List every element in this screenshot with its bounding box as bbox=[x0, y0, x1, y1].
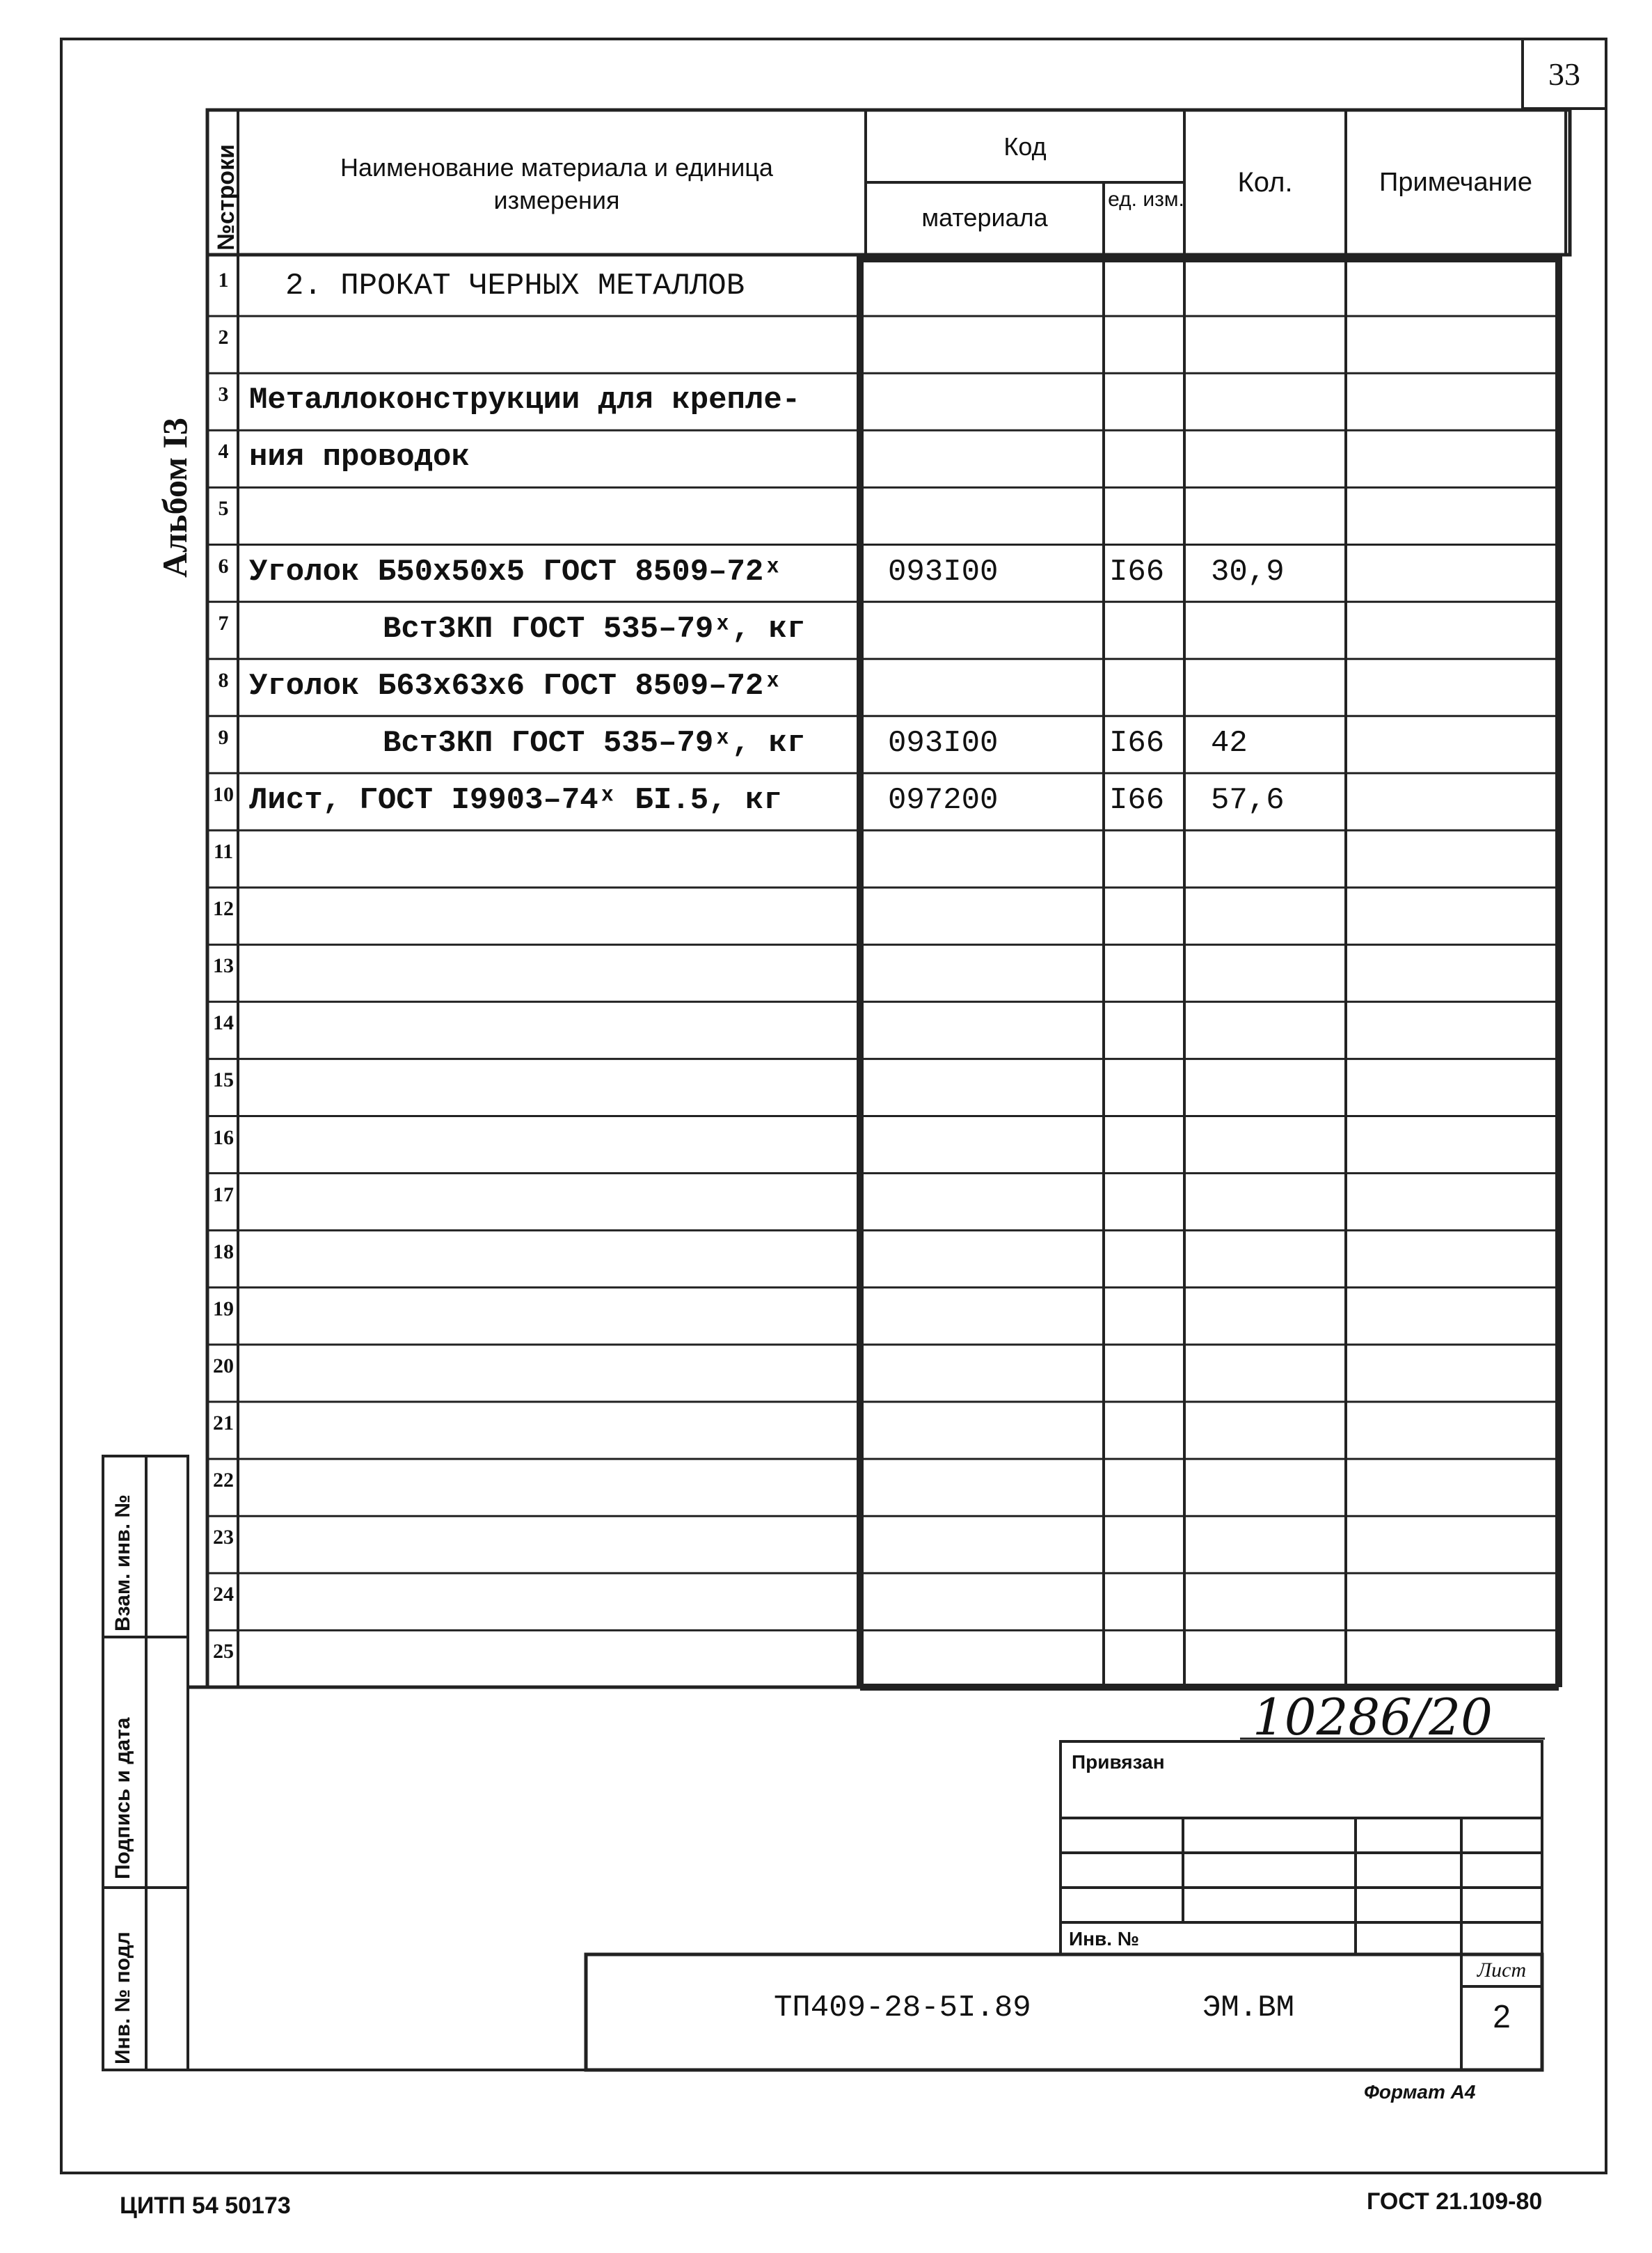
handwritten-number: 10286/20 bbox=[1253, 1688, 1493, 1746]
stamp-sheet-label: Лист bbox=[1477, 1959, 1527, 1982]
stamp-sheet: 2 bbox=[1493, 1998, 1511, 2034]
row-number: 14 bbox=[213, 1011, 234, 1035]
row-material-code: 097200 bbox=[888, 782, 999, 818]
row-number: 18 bbox=[213, 1240, 234, 1263]
row-number: 20 bbox=[213, 1354, 234, 1377]
row-number: 11 bbox=[213, 840, 234, 863]
row-number: 8 bbox=[218, 668, 229, 692]
row-quantity: 42 bbox=[1211, 725, 1248, 761]
row-number: 19 bbox=[213, 1297, 234, 1320]
header-code: Код bbox=[1003, 132, 1047, 161]
header-unit: ед. изм. bbox=[1108, 188, 1184, 211]
row-number: 16 bbox=[213, 1125, 234, 1149]
row-number: 1 bbox=[218, 269, 229, 292]
stamp-privyazan: Привязан bbox=[1072, 1751, 1165, 1773]
stamp-doc: ЭМ.ВМ bbox=[1202, 1991, 1295, 2025]
row-number: 7 bbox=[218, 611, 229, 635]
row-name: Уголок Б63х63х6 ГОСТ 8509–72ˣ bbox=[249, 668, 782, 704]
row-number: 12 bbox=[213, 897, 234, 921]
format-label: Формат А4 bbox=[1364, 2081, 1476, 2103]
stamp-inv-no: Инв. № bbox=[1069, 1928, 1140, 1950]
row-number: 23 bbox=[213, 1526, 234, 1549]
row-number: 15 bbox=[213, 1068, 234, 1092]
row-material-code: 093I00 bbox=[888, 554, 999, 590]
row-number: 25 bbox=[213, 1640, 234, 1663]
page-number: 33 bbox=[1521, 38, 1607, 110]
row-name: Металлоконструкции для крепле- bbox=[249, 383, 801, 418]
row-unit-code: I66 bbox=[1109, 725, 1165, 761]
row-number: 21 bbox=[213, 1412, 234, 1434]
album-label: Альбом I3 bbox=[155, 417, 194, 578]
stamp-designation: ТП409-28-5I.89 bbox=[774, 1991, 1031, 2025]
side-inv: Инв. № подл bbox=[111, 1931, 134, 2064]
row-unit-code: I66 bbox=[1109, 554, 1165, 590]
side-podpis: Подпись и дата bbox=[111, 1717, 134, 1879]
row-quantity: 57,6 bbox=[1211, 782, 1285, 818]
row-name: Уголок Б50х50х5 ГОСТ 8509–72ˣ bbox=[249, 554, 782, 590]
header-name: Наименование материала и единица измерения bbox=[340, 153, 773, 214]
footer-right: ГОСТ 21.109-80 bbox=[1367, 2188, 1543, 2215]
row-name: 2. ПРОКАТ ЧЕРНЫХ МЕТАЛЛОВ bbox=[285, 269, 745, 303]
row-number: 10 bbox=[213, 782, 234, 806]
row-name: Лист, ГОСТ I9903–74ˣ БI.5, кг bbox=[249, 782, 782, 818]
row-number: 13 bbox=[213, 954, 234, 978]
header-row-no: №строки bbox=[213, 144, 239, 251]
header-material: материала bbox=[921, 203, 1048, 232]
row-name: ния проводок bbox=[249, 440, 470, 475]
header-qty: Кол. bbox=[1237, 167, 1293, 198]
row-number: 22 bbox=[213, 1469, 234, 1492]
row-quantity: 30,9 bbox=[1211, 554, 1285, 590]
row-number: 2 bbox=[218, 326, 229, 349]
row-name: Вст3КП ГОСТ 535–79ˣ, кг bbox=[383, 611, 806, 647]
row-number: 17 bbox=[213, 1183, 234, 1206]
row-number: 9 bbox=[218, 725, 229, 749]
side-vzam: Взам. инв. № bbox=[111, 1494, 134, 1631]
row-name: Вст3КП ГОСТ 535–79ˣ, кг bbox=[383, 725, 806, 761]
row-number: 24 bbox=[213, 1583, 234, 1606]
row-number: 4 bbox=[218, 440, 229, 464]
row-number: 6 bbox=[218, 554, 229, 578]
header-note: Примечание bbox=[1379, 168, 1532, 197]
row-number: 5 bbox=[218, 497, 229, 521]
footer-left: ЦИТП 54 50173 bbox=[120, 2192, 291, 2219]
row-material-code: 093I00 bbox=[888, 725, 999, 761]
row-unit-code: I66 bbox=[1109, 782, 1165, 818]
row-number: 3 bbox=[218, 383, 229, 406]
